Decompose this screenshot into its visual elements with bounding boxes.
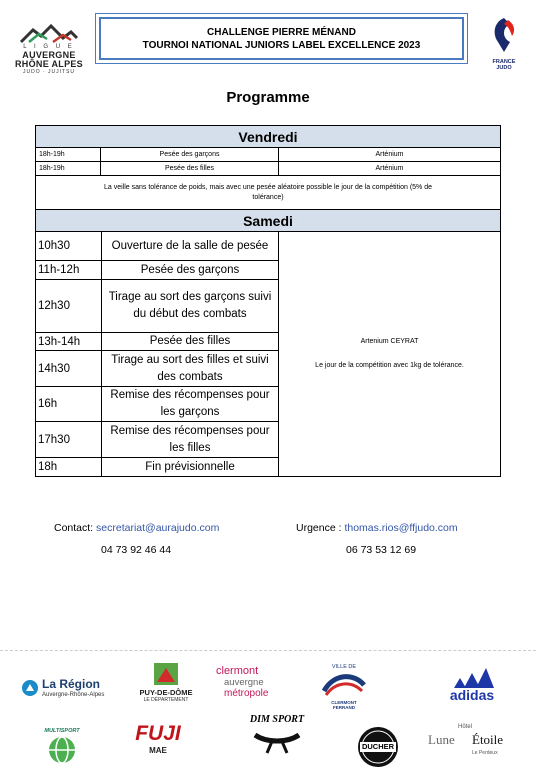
ducher-logo bbox=[356, 726, 400, 768]
table-row bbox=[36, 387, 278, 422]
ducher-name: DUCHER bbox=[361, 742, 395, 751]
table-row bbox=[36, 333, 278, 351]
region-name: La Région bbox=[42, 677, 101, 691]
hotel-lune: Lune bbox=[428, 732, 455, 747]
activity-cell: Tirage au sort des garçons suivi du début des combats bbox=[108, 291, 272, 320]
contact-label: Contact: bbox=[54, 522, 97, 534]
contact-line bbox=[54, 522, 219, 534]
urgence-line bbox=[296, 522, 458, 534]
contact-email-link[interactable]: secretariat@aurajudo.com bbox=[96, 522, 220, 534]
ffj-emblem-icon bbox=[490, 16, 518, 54]
hotel-etoile: Étoile bbox=[472, 732, 504, 747]
judoka-belt-icon bbox=[251, 725, 303, 755]
adidas-logo bbox=[440, 664, 504, 708]
activity-cell: Pesée des garçons bbox=[101, 148, 279, 161]
title-box bbox=[95, 13, 468, 64]
vendredi-header: Vendredi bbox=[36, 126, 500, 148]
ville-top: VILLE DE bbox=[331, 664, 357, 670]
activity-cell: Pesée des garçons bbox=[140, 263, 240, 276]
time-cell: 10h30 bbox=[36, 232, 102, 260]
adidas-name: adidas bbox=[449, 687, 495, 703]
ligue-sub: JUDO · JUJITSU bbox=[22, 69, 76, 75]
table-row bbox=[36, 351, 278, 387]
table-row bbox=[36, 458, 278, 476]
region-emblem-icon bbox=[22, 680, 38, 696]
clermont-line2: auvergne bbox=[224, 677, 264, 688]
puy-de-dome-logo bbox=[134, 662, 198, 710]
time-cell: 17h30 bbox=[36, 422, 102, 457]
multisport-logo bbox=[40, 728, 84, 768]
place-cell: Arténium bbox=[375, 151, 404, 158]
hotel-sub: Le Perdeux bbox=[472, 750, 498, 756]
divider bbox=[0, 650, 536, 651]
ville-bottom: CLERMONT FERRAND bbox=[331, 700, 357, 710]
multisport-name: MULTISPORT bbox=[44, 728, 80, 734]
puy-name: PUY-DE-DÔME bbox=[139, 688, 193, 697]
clermont-metropole-logo bbox=[216, 666, 286, 706]
region-logo bbox=[22, 676, 114, 702]
puy-emblem-icon bbox=[153, 662, 179, 686]
table-row bbox=[36, 280, 278, 333]
time-cell: 18h-19h bbox=[36, 162, 101, 175]
dim-name: DIM SPORT bbox=[249, 714, 305, 725]
fuji-name: FUJI bbox=[135, 722, 181, 745]
vendredi-note: La veille sans tolérance de poids, mais avec une pesée aléatoire possible le jour de la compétition (5% de tolérance) bbox=[36, 176, 500, 210]
dim-sport-logo bbox=[244, 714, 310, 764]
ville-clermont-logo bbox=[320, 664, 368, 712]
activity-cell: Remise des récompenses pour les garçons bbox=[110, 389, 270, 418]
activity-cell: Pesée des filles bbox=[101, 162, 279, 175]
time-cell: 11h-12h bbox=[36, 261, 102, 279]
ville-emblem-icon bbox=[322, 671, 366, 699]
activity-cell: Fin prévisionnelle bbox=[145, 460, 235, 473]
samedi-header: Samedi bbox=[36, 210, 500, 232]
contact-phone: 04 73 92 46 44 bbox=[101, 544, 172, 556]
activity-cell: Tirage au sort des filles et suivi des combats bbox=[111, 353, 269, 383]
table-row bbox=[36, 232, 278, 261]
adidas-stripes-icon bbox=[450, 664, 494, 688]
ligue-word: L I G U E bbox=[23, 44, 75, 50]
table-row bbox=[36, 422, 278, 458]
place-cell: Arténium bbox=[375, 165, 404, 172]
ffj-line2: JUDO bbox=[496, 65, 512, 71]
urgence-phone: 06 73 53 12 69 bbox=[346, 544, 417, 556]
programme-title: Programme bbox=[226, 89, 310, 106]
event-subtitle: TOURNOI NATIONAL JUNIORS LABEL EXCELLENCE 2023 bbox=[142, 39, 421, 51]
time-cell: 18h-19h bbox=[36, 148, 101, 161]
fuji-sub: MAE bbox=[149, 746, 167, 755]
table-row bbox=[36, 148, 500, 162]
event-title: CHALLENGE PIERRE MÉNAND bbox=[207, 26, 356, 38]
activity-cell: Ouverture de la salle de pesée bbox=[111, 239, 269, 252]
time-cell: 12h30 bbox=[36, 280, 102, 332]
time-cell: 16h bbox=[36, 387, 102, 421]
mountain-icon bbox=[19, 22, 79, 44]
urgence-email-link[interactable]: thomas.rios@ffjudo.com bbox=[344, 522, 458, 534]
clermont-line3: métropole bbox=[224, 688, 269, 699]
activity-cell: Remise des récompenses pour les filles bbox=[110, 424, 270, 454]
puy-sub: LE DÉPARTEMENT bbox=[143, 697, 189, 703]
fuji-mae-logo bbox=[130, 722, 186, 766]
hotel-small: Hôtel bbox=[458, 724, 473, 730]
urgence-label: Urgence : bbox=[296, 522, 345, 534]
samedi-place-cell bbox=[279, 232, 500, 476]
ligue-name-2: RHÔNE ALPES bbox=[15, 59, 83, 69]
ligue-aura-logo bbox=[14, 22, 84, 78]
samedi-tolerance: Le jour de la compétition avec 1kg de tolérance. bbox=[315, 362, 464, 369]
time-cell: 18h bbox=[36, 458, 102, 476]
programme-table bbox=[35, 125, 501, 477]
ligue-name-1: AUVERGNE bbox=[22, 50, 76, 60]
activity-cell: Pesée des filles bbox=[149, 335, 231, 347]
ffj-line1: FRANCE bbox=[492, 59, 516, 65]
region-sub: Auvergne-Rhône-Alpes bbox=[42, 692, 105, 698]
time-cell: 13h-14h bbox=[36, 333, 102, 350]
france-judo-logo bbox=[488, 16, 520, 72]
time-cell: 14h30 bbox=[36, 351, 102, 386]
hotel-lune-etoile-logo bbox=[428, 724, 506, 766]
clermont-line1: clermont bbox=[216, 665, 259, 677]
table-row bbox=[36, 261, 278, 280]
globe-icon bbox=[47, 735, 77, 765]
samedi-place: Artenium CEYRAT bbox=[360, 338, 419, 345]
table-row bbox=[36, 162, 500, 176]
